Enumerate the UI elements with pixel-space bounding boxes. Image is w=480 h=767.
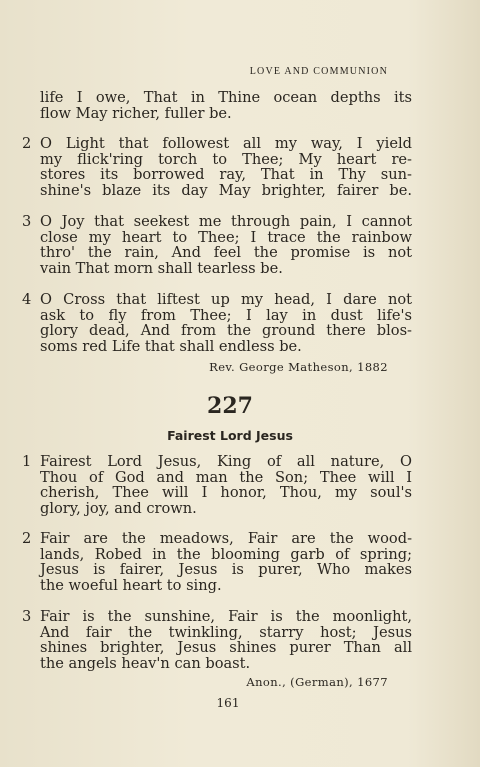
verse-line: O Joy that seekest me through pain, I cannot	[40, 213, 412, 230]
prev-hymn-attribution: Rev. George Matheson, 1882	[209, 360, 388, 374]
verse-line: life I owe, That in Thine ocean depths its	[40, 89, 412, 106]
verse-line: the woeful heart to sing.	[40, 576, 222, 594]
verse-line: my flick'ring torch to Thee; My heart re-	[40, 150, 412, 168]
hymn-title: Fairest Lord Jesus	[167, 428, 293, 443]
verse-line: soms red Life that shall endless be.	[40, 337, 302, 355]
continuation-text	[40, 90, 412, 121]
hymn-attribution: Anon., (German), 1677	[246, 675, 388, 689]
verse-line: thro' the rain, And feel the promise is not	[40, 244, 412, 261]
verse-line: Fair are the meadows, Fair are the wood-	[40, 530, 412, 547]
verse-line: lands, Robed in the blooming garb of spring;	[40, 545, 412, 563]
verse-number: 1	[22, 453, 32, 470]
page-number: 161	[216, 696, 240, 710]
verse-line: glory, joy, and crown.	[40, 499, 197, 517]
verse-number: 3	[22, 213, 32, 230]
verse-line: Thou of God and man the Son; Thee will I	[40, 468, 412, 486]
verse-line: vain That morn shall tearless be.	[40, 259, 283, 277]
section-header: LOVE AND COMMUNION	[249, 66, 388, 77]
verse-line: cherish, Thee will I honor, Thou, my soul's	[40, 484, 412, 501]
verse-line: ask to fly from Thee; I lay in dust life's	[40, 306, 412, 324]
verse-line: shine's blaze its day May brighter, fairer be.	[40, 181, 412, 199]
verse-number: 2	[22, 530, 32, 547]
verse-number: 4	[22, 291, 32, 308]
verse-line: Fair is the sunshine, Fair is the moonlight,	[40, 608, 412, 625]
verse-line: glory dead, And from the ground there blos-	[40, 322, 412, 339]
verse-line: Jesus is fairer, Jesus is purer, Who makes	[40, 561, 412, 578]
hymn-number: 227	[207, 393, 253, 419]
verse-line: flow May richer, fuller be.	[40, 104, 232, 122]
verse-line: Fairest Lord Jesus, King of all nature, O	[40, 453, 412, 470]
verse-line: stores its borrowed ray, That in Thy sun-	[40, 166, 412, 183]
verse-line: shines brighter, Jesus shines purer Than all	[40, 639, 412, 656]
verse-line: O Light that followest all my way, I yield	[40, 135, 412, 152]
verse-line: the angels heav'n can boast.	[40, 654, 251, 672]
verse-line: close my heart to Thee; I trace the rainbow	[40, 228, 412, 246]
verse-number: 3	[22, 608, 32, 625]
verse-line: O Cross that liftest up my head, I dare not	[40, 291, 412, 308]
verse-number: 2	[22, 135, 32, 152]
verse-line: And fair the twinkling, starry host; Jesus	[40, 623, 412, 641]
